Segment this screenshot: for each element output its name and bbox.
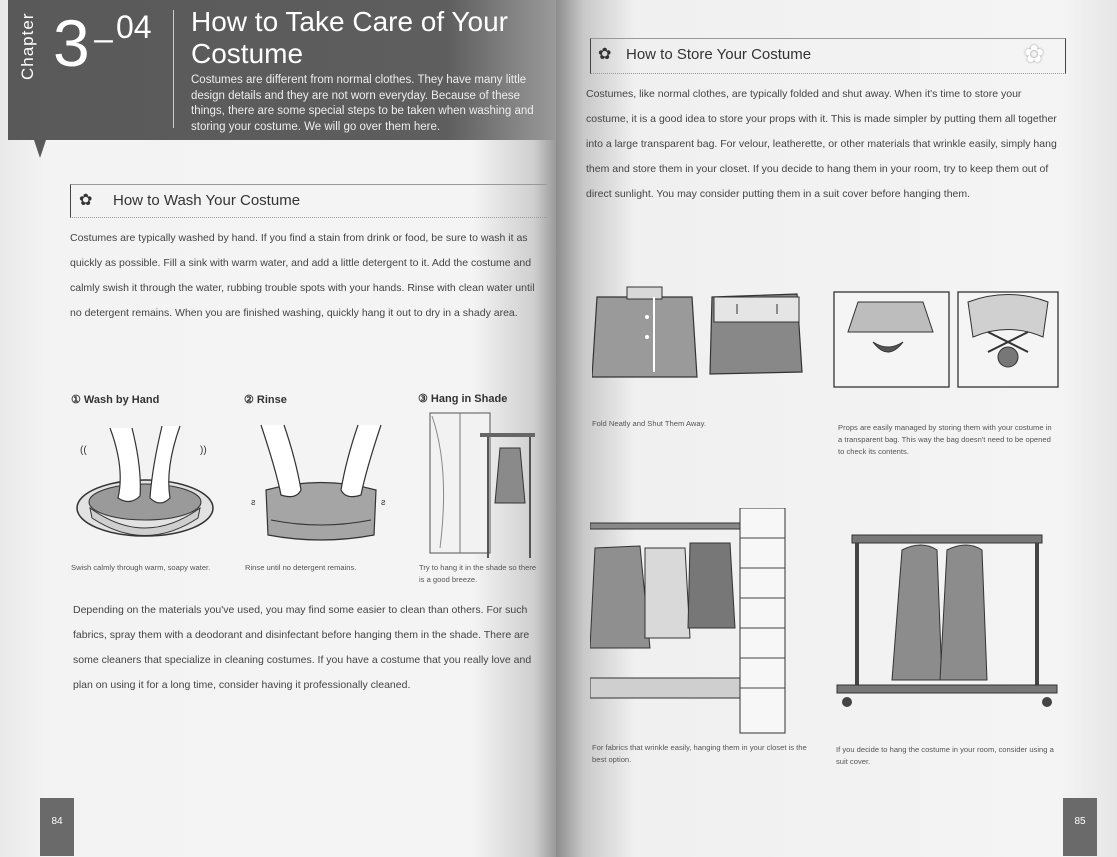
step-rinse-label: ② Rinse xyxy=(244,394,287,406)
chapter-section-number: 04 xyxy=(116,9,152,45)
step-hang-label: ③ Hang in Shade xyxy=(418,393,508,405)
flower-icon: ✿ xyxy=(598,46,612,63)
closet-hanging-illustration xyxy=(590,508,800,738)
hang-caption: Try to hang it in the shade so there is a good breeze. xyxy=(419,563,537,584)
chapter-label: Chapter xyxy=(18,12,37,80)
suit-cover-illustration xyxy=(832,520,1062,710)
svg-text:((: (( xyxy=(80,445,87,456)
svg-text:ƨ: ƨ xyxy=(251,497,256,507)
page-number-right: 85 xyxy=(1063,798,1097,856)
closet-caption: For fabrics that wrinkle easily, hanging them in your closet is the best option. xyxy=(592,743,807,764)
header-pointer xyxy=(34,140,46,158)
flower-icon: ✿ xyxy=(79,192,93,209)
chapter-intro: Costumes are different from normal clothes. They have many little design details and they are not worn everyday. Because of these things, there are some special steps to be taken when washing and storing your costume. We will go over them here. xyxy=(191,74,534,133)
fold-caption: Fold Neatly and Shut Them Away. xyxy=(592,419,706,428)
suit-cover-caption: If you decide to hang the costume in your room, consider using a suit cover. xyxy=(836,745,1054,766)
wash-caption: Swish calmly through warm, soapy water. xyxy=(71,563,211,572)
wash-body-text: Costumes are typically washed by hand. If you find a stain from drink or food, be sure to wash it as quickly as possible. Fill a sink with warm water, and add a little detergent to it. Add the costume and calmly swish it through the water, rubbing trouble spots with your hands. Rinse with clean water until no detergent remains. When you are finished washing, quickly hang it out to dry in a shady area. xyxy=(70,232,535,319)
wash-section-heading: How to Wash Your Costume xyxy=(113,192,301,209)
chapter-number: 3 xyxy=(53,6,90,80)
header-divider xyxy=(173,10,174,128)
right-page xyxy=(556,0,1117,857)
rinse-illustration xyxy=(246,420,396,555)
step-wash-label: ① Wash by Hand xyxy=(71,394,160,406)
props-in-bag-illustration xyxy=(828,282,1068,392)
svg-text:)): )) xyxy=(200,445,207,456)
left-page xyxy=(0,0,556,857)
wash-closing-text: Depending on the materials you've used, you may find some easier to clean than others. For such fabrics, spray them with a deodorant and disinfectant before hanging them in the shade. There are some cleaners that specialize in cleaning costumes. If you have a costume that you really love and plan on using it for a long time, consider having it professionally cleaned. xyxy=(73,604,532,691)
rinse-caption: Rinse until no detergent remains. xyxy=(245,563,357,572)
page-number-left: 84 xyxy=(40,798,74,856)
props-caption: Props are easily managed by storing them with your costume in a transparent bag. This way the bag doesn't need to be opened to check its contents. xyxy=(838,423,1052,456)
page-title: How to Take Care of Your Costume xyxy=(191,6,509,69)
folded-costume-illustration xyxy=(592,282,812,382)
svg-text:ƨ: ƨ xyxy=(381,497,386,507)
hang-in-shade-illustration xyxy=(420,408,550,558)
store-section-heading: How to Store Your Costume xyxy=(626,46,812,63)
chapter-dash: – xyxy=(94,20,113,58)
decorative-flower-icon: ✿ xyxy=(1024,41,1045,68)
store-body-text: Costumes, like normal clothes, are typically folded and shut away. When it's time to store your costume, it is a good idea to store your props with it. This is made simpler by putting them all together into a large transparent bag. For velour, leatherette, or other materials that wrinkle easily, simply hang them and store them in your closet. If you decide to hang them in your room, try to keep them out of direct sunlight. You may consider putting them in a suit cover before hanging them. xyxy=(586,88,1057,200)
wash-by-hand-illustration xyxy=(70,418,220,553)
